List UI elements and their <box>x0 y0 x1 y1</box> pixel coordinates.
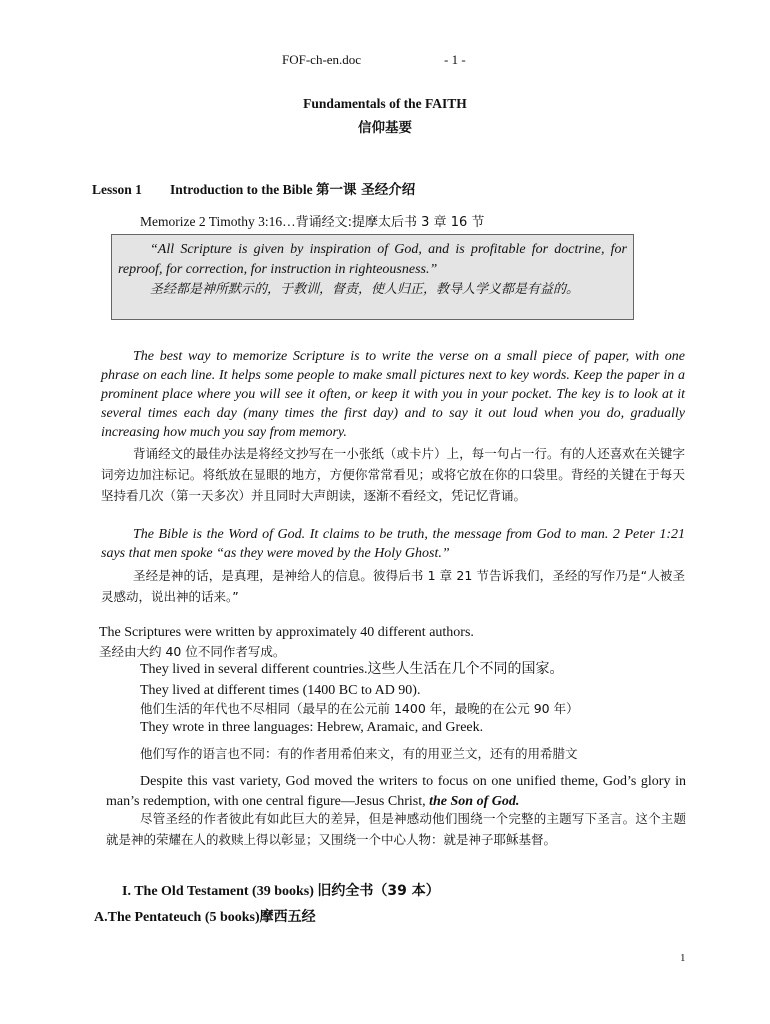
theme-text: Despite this vast variety, God moved the writers to focus on one unified theme, God’s glory in man’s redemption, with one central figure—Jesus Christ, <box>106 774 686 809</box>
lesson-heading <box>92 178 415 198</box>
section-heading <box>122 880 440 900</box>
times-line-chinese: 他们生活的年代也不尽相同（最早的在公元前 1400 年，最晚的在公元 90 年） <box>140 701 579 716</box>
languages-line-chinese: 他们写作的语言也不同：有的作者用希伯来文，有的用亚兰文，还有的用希腊文 <box>140 746 578 761</box>
lesson-number: Lesson 1 <box>92 182 142 197</box>
memorize-reference-chinese: 背诵经文:提摩太后书 3 章 16 节 <box>295 215 485 230</box>
word-of-god-paragraph-chinese: 圣经是神的话，是真理，是神给人的信息。彼得后书 1 章 21 节告诉我们，圣经的写作乃是“人被圣灵感动，说出神的话来。” <box>101 568 685 604</box>
document-title-chinese: 信仰基要 <box>358 120 412 136</box>
section-title: I. The Old Testament (39 books) <box>122 884 314 899</box>
countries-line: They lived in several different countries.这些人生活在几个不同的国家。 <box>140 662 564 677</box>
memorize-line <box>140 211 484 230</box>
header-page-number: - 1 - <box>444 52 466 67</box>
section-title-chinese: 旧约全书（39 本） <box>317 883 440 899</box>
word-of-god-paragraph: The Bible is the Word of God. It claims to be truth, the message from God to man. 2 Peter 1:21 says that men spoke “as they were moved by the Holy Ghost.” <box>101 527 685 561</box>
theme-paragraph-chinese: 尽管圣经的作者彼此有如此巨大的差异，但是神感动他们围绕一个完整的主题写下圣言。这个主题就是神的荣耀在人的救赎上得以彰显；又围绕一个中心人物：就是神子耶稣基督。 <box>106 811 686 847</box>
subsection-title: A.The Pentateuch (5 books) <box>94 910 260 925</box>
verse-text-chinese: 圣经都是神所默示的，于教训，督责，使人归正，教导人学义都是有益的。 <box>150 282 580 297</box>
verse-box <box>111 234 634 320</box>
authors-line-chinese: 圣经由大约 40 位不同作者写成。 <box>99 644 286 659</box>
subsection-title-chinese: 摩西五经 <box>259 909 316 925</box>
lesson-title-chinese: 第一课 圣经介绍 <box>316 182 416 198</box>
authors-line: The Scriptures were written by approximately 40 different authors. <box>99 625 474 640</box>
verse-text: “All Scripture is given by inspiration of God, and is profitable for doctrine, for reproof, for correction, for instruction in righteousness.” <box>118 242 627 277</box>
document-title: Fundamentals of the FAITH <box>303 96 467 111</box>
memorize-tip-paragraph-chinese: 背诵经文的最佳办法是将经文抄写在一小张纸（或卡片）上，每一句占一行。有的人还喜欢在关键字词旁边加注标记。将纸放在显眼的地方，方便你常常看见；或将它放在你的口袋里。背经的关键在于每天坚持看几次（第一天多次）并且同时大声朗读，逐渐不看经文，凭记忆背诵。 <box>101 446 685 503</box>
subsection-heading <box>94 906 316 926</box>
lesson-title: Introduction to the Bible <box>170 182 313 197</box>
memorize-reference: Memorize 2 Timothy 3:16… <box>140 214 296 229</box>
theme-emphasis: the Son of God. <box>429 794 520 809</box>
header-filename: FOF-ch-en.doc <box>282 52 362 67</box>
theme-paragraph <box>106 772 686 812</box>
footer-page-number: 1 <box>680 952 686 964</box>
memorize-tip-paragraph: The best way to memorize Scripture is to write the verse on a small piece of paper, with one phrase on each line. It helps some people to make small pictures next to key words. Keep the paper in a prominent place where you will see it often, or keep it with you in your pocket. The key is to look at it several times each day (many times the first day) and to say it out loud when you do, gradually increasing how much you say from memory. <box>101 349 685 440</box>
times-line: They lived at different times (1400 BC to AD 90). <box>140 683 421 698</box>
languages-line: They wrote in three languages: Hebrew, Aramaic, and Greek. <box>140 720 484 735</box>
